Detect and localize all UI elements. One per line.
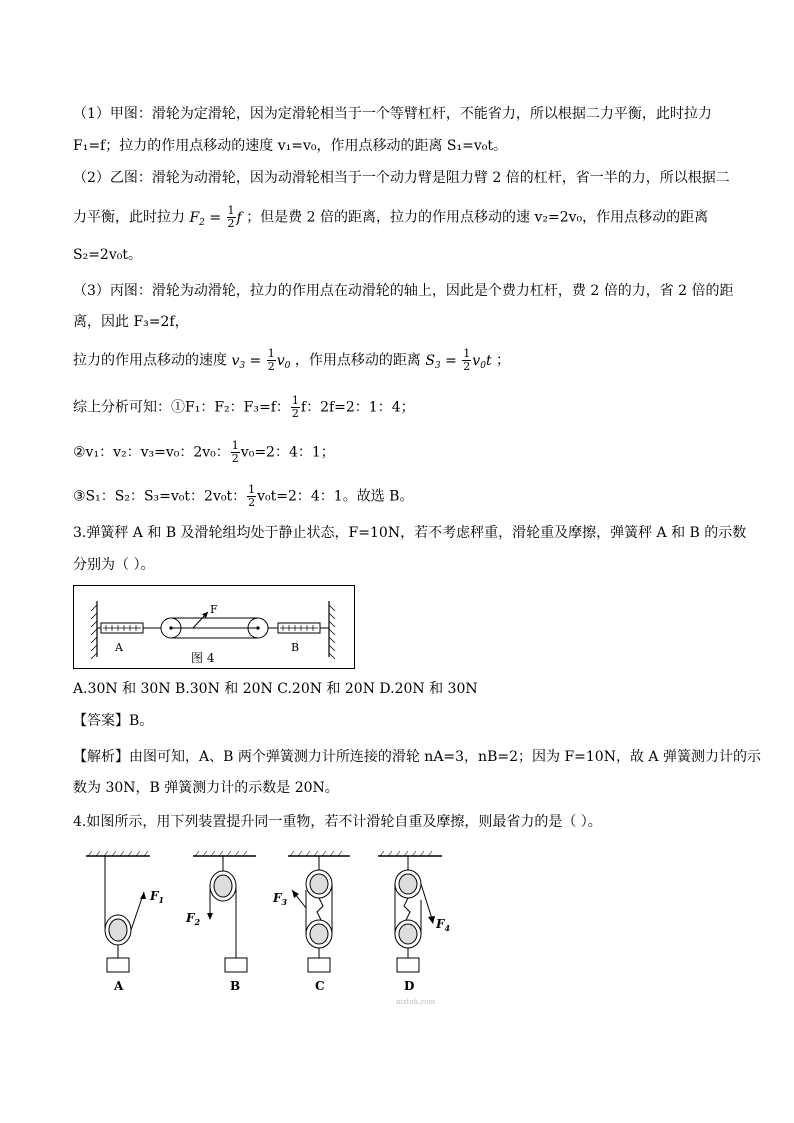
svg-text:F1: $F_1$ (150, 889, 165, 905)
p2-text-a: 力平衡，此时拉力 (73, 209, 185, 226)
p3-line1: （3）丙图：滑轮为动滑轮，拉力的作用点在动滑轮的轴上，因此是个费力杠杆，费 2 倍的力，省 2 倍的距 (73, 283, 734, 299)
p2-text-b: ；但是费 2 倍的距离，拉力的作用点移动的速 v₂=2v₀，作用点移动的距离 (246, 209, 709, 226)
q3-analysis-line2: 数为 30N，B 弹簧测力计的示数是 20N。 (73, 780, 339, 796)
p1-line2: F₁=f；拉力的作用点移动的速度 v₁=v₀，作用点移动的距离 S₁=v₀t。 (73, 138, 507, 154)
formula-s3: $S_3$ = $\frac{1}{2}$ $v_0t$ (425, 347, 492, 373)
figure-b (185, 851, 256, 993)
fraction-half: $\frac{1}{2}$ (291, 394, 299, 420)
q3-options: A.30N 和 30N B.30N 和 20N C.20N 和 20N D.20N 和 30N (73, 681, 478, 697)
answer-label: 【答案】 (73, 713, 129, 729)
label-d: D (404, 979, 415, 993)
analysis-text: 由图可知，A、B 两个弹簧测力计所连接的滑轮 nA=3，nB=2；因为 F=10N，故 A 弹簧测力计的示 (129, 749, 761, 765)
fraction-half: $\frac{1}{2}$ (267, 347, 275, 373)
p1-line1: （1）甲图：滑轮为定滑轮，因为定滑轮相当于一个等臂杠杆，不能省力，所以根据二力平衡，此时拉力 (73, 106, 712, 122)
formula-f2: $F_2$ = $\frac{1}{2}$ f (189, 204, 242, 230)
figure-c (272, 851, 350, 993)
svg-text:F3: $F_3$ (273, 891, 288, 907)
fraction-half: $\frac{1}{2}$ (227, 204, 235, 230)
label-a: A (115, 641, 123, 654)
p3-text-c: ； (496, 352, 511, 369)
p3-text-b: ，作用点移动的距离 (294, 352, 421, 369)
p3-line2: 离，因此 F₃=2f， (73, 314, 189, 330)
p3-line3 (73, 348, 510, 373)
summary-s2-b: v₀=2：4：1； (240, 444, 335, 461)
summary-s1-a: 综上分析可知：①F₁：F₂：F₃=f： (73, 399, 290, 416)
q4-pulley-figures (78, 850, 458, 1010)
summary-s3-b: v₀t=2：4：1。故选 B。 (257, 488, 414, 505)
figure-4-diagram (73, 585, 355, 669)
q3-line1: 3.弹簧秤 A 和 B 及滑轮组均处于静止状态，F=10N，若不考虑秤重，滑轮重及摩擦，弹簧秤 A 和 B 的示数 (73, 525, 747, 541)
q3-answer (73, 711, 153, 731)
summary-line3 (73, 484, 413, 509)
watermark: mxtoh.com (396, 998, 436, 1006)
label-b: B (230, 979, 241, 993)
summary-s1-b: f：2f=2：1：4； (300, 399, 415, 416)
label-f: F (210, 603, 218, 616)
summary-line1 (73, 395, 415, 420)
fraction-half: $\frac{1}{2}$ (231, 439, 239, 465)
formula-v3: $v_3$ = $\frac{1}{2}$ $v_0$ (231, 347, 291, 373)
summary-s3-a: ③S₁：S₂：S₃=v₀t：2v₀t： (73, 488, 247, 505)
summary-line2 (73, 440, 335, 465)
summary-s2-a: ②v₁：v₂：v₃=v₀：2v₀： (73, 444, 230, 461)
q4-line1: 4.如图所示，用下列装置提升同一重物，若不计滑轮自重及摩擦，则最省力的是（ ）。 (73, 814, 602, 830)
svg-text:F4: $F_4$ (436, 917, 451, 933)
figure-d (378, 851, 451, 993)
p3-text-a: 拉力的作用点移动的速度 (73, 352, 227, 369)
p2-line1: （2）乙图：滑轮为动滑轮，因为动滑轮相当于一个动力臂是阻力臂 2 倍的杠杆，省一半的力，所以根据二 (73, 170, 730, 186)
fraction-half: $\frac{1}{2}$ (463, 347, 471, 373)
q3-analysis-line1 (73, 747, 761, 767)
p2-line3: S₂=2v₀t。 (73, 247, 142, 263)
fraction-half: $\frac{1}{2}$ (248, 483, 256, 509)
label-a: A (114, 979, 124, 993)
right-wall-hatch (329, 605, 335, 659)
p2-line2 (73, 205, 708, 230)
label-b: B (291, 641, 300, 654)
answer-value: B。 (129, 713, 154, 729)
left-wall-hatch (91, 605, 97, 659)
svg-text:F2: $F_2$ (186, 911, 201, 927)
analysis-label: 【解析】 (73, 749, 129, 765)
figure-a (86, 851, 164, 993)
label-c: C (315, 979, 325, 993)
figure-caption: 图 4 (191, 651, 215, 665)
q3-line2: 分别为（ ）。 (73, 557, 155, 573)
